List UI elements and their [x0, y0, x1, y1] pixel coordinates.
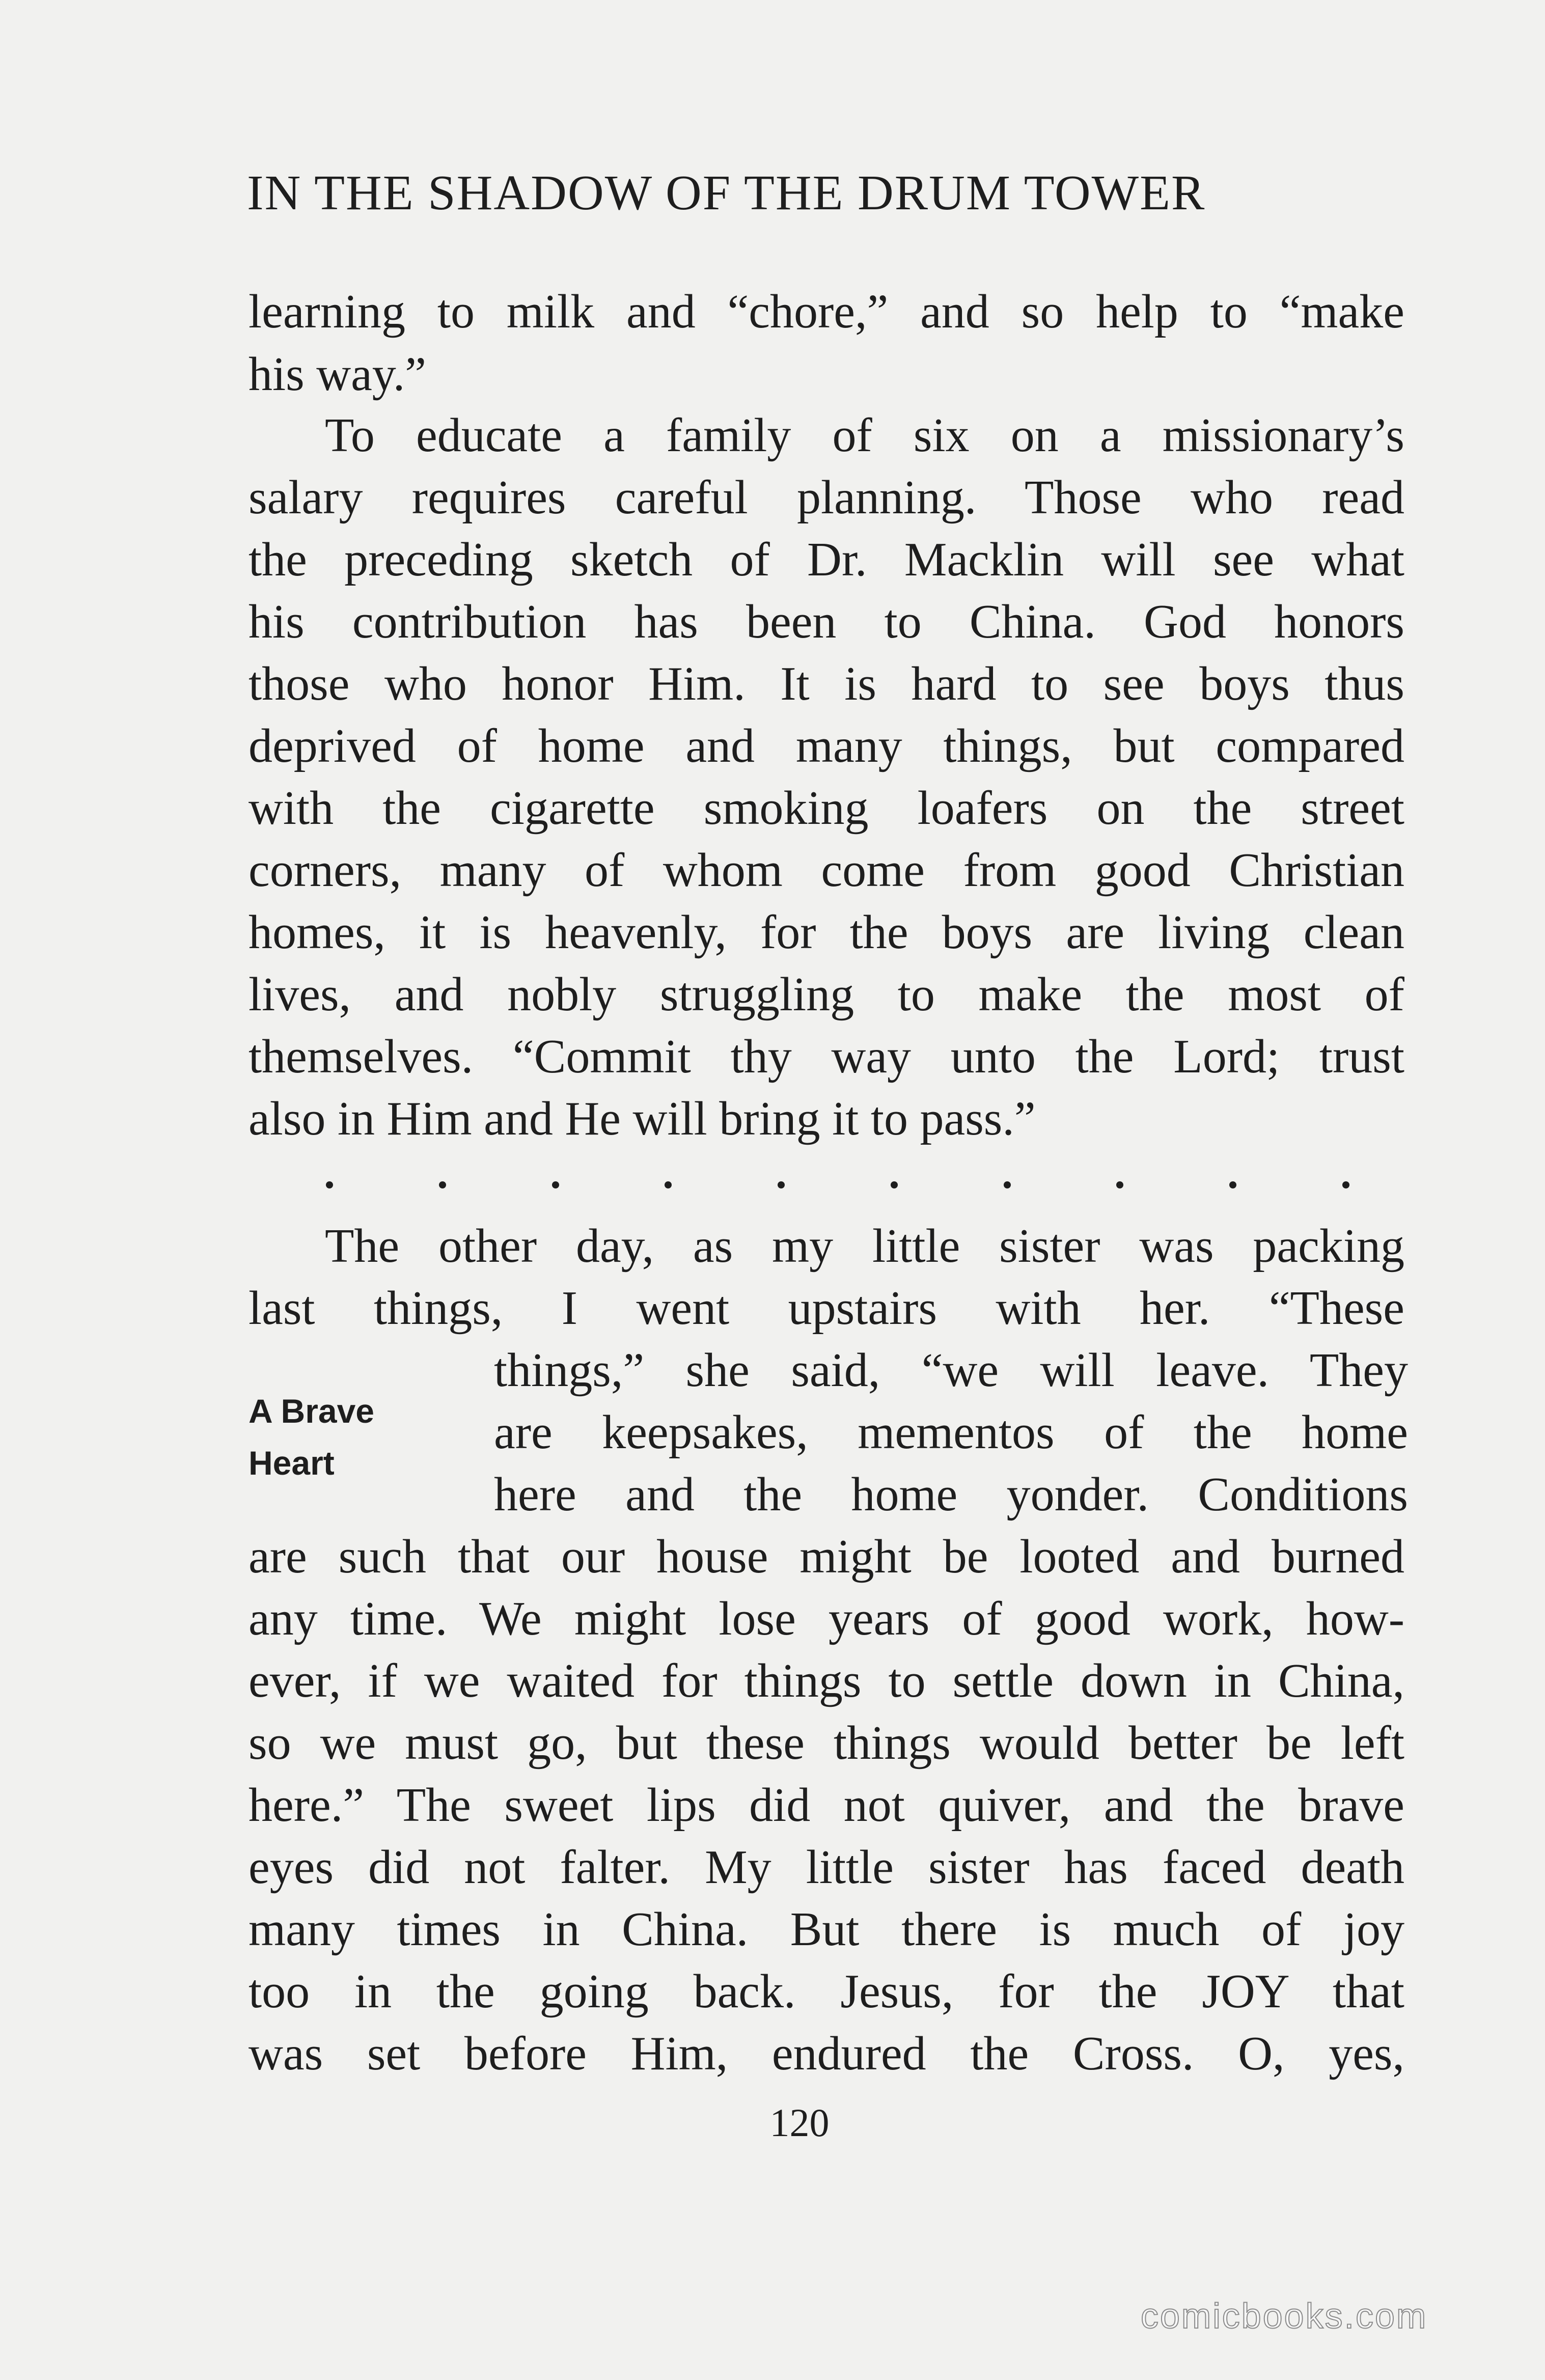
text-line: learning to milk and “chore,” and so help to “make — [249, 285, 1404, 338]
section-break-dot — [891, 1181, 898, 1188]
text-line: many times in China. But there is much of joy — [249, 1903, 1404, 1956]
text-line: with the cigarette smoking loafers on the street — [249, 782, 1404, 835]
section-break-dot — [552, 1181, 559, 1188]
text-line: corners, many of whom come from good Christian — [249, 844, 1404, 897]
section-break-dot — [665, 1181, 672, 1188]
side-heading — [249, 1385, 374, 1489]
text-line: the preceding sketch of Dr. Macklin will see what — [249, 533, 1404, 586]
side-heading-line: Heart — [249, 1444, 335, 1482]
text-line: themselves. “Commit thy way unto the Lord; trust — [249, 1030, 1404, 1083]
text-line: are such that our house might be looted and burned — [249, 1530, 1404, 1583]
side-heading-line: A Brave — [249, 1392, 375, 1430]
text-line: last things, I went upstairs with her. “These — [249, 1282, 1404, 1335]
text-line: so we must go, but these things would better be left — [249, 1717, 1404, 1769]
watermark: comicbooks.com — [1141, 2296, 1428, 2336]
section-break-dot — [1004, 1181, 1011, 1188]
text-line: here and the home yonder. Conditions — [494, 1468, 1408, 1521]
text-line: too in the going back. Jesus, for the JOY that — [249, 1965, 1404, 2018]
section-break — [326, 1181, 1349, 1188]
text-line: his contribution has been to China. God honors — [249, 595, 1404, 648]
text-line: those who honor Him. It is hard to see boys thus — [249, 657, 1404, 710]
section-break-dot — [778, 1181, 785, 1188]
text-line: deprived of home and many things, but compared — [249, 719, 1404, 772]
page-number: 120 — [769, 2100, 830, 2145]
text-line: homes, it is heavenly, for the boys are living clean — [249, 906, 1404, 959]
text-line: was set before Him, endured the Cross. O, yes, — [249, 2027, 1404, 2080]
text-line: his way.” — [249, 348, 426, 401]
section-break-dot — [326, 1181, 333, 1188]
text-line: To educate a family of six on a missionary’s — [325, 409, 1404, 462]
section-break-dot — [1229, 1181, 1236, 1188]
text-line: any time. We might lose years of good work, how- — [249, 1592, 1404, 1645]
text-line: salary requires careful planning. Those who read — [249, 471, 1404, 524]
text-line: also in Him and He will bring it to pass.” — [249, 1092, 1036, 1145]
text-line: eyes did not falter. My little sister has faced death — [249, 1841, 1404, 1894]
section-break-dot — [1116, 1181, 1123, 1188]
text-line: ever, if we waited for things to settle down in China, — [249, 1654, 1404, 1707]
section-break-dot — [439, 1181, 446, 1188]
text-line: things,” she said, “we will leave. They — [494, 1344, 1408, 1397]
text-line: The other day, as my little sister was packing — [325, 1220, 1404, 1272]
text-line: are keepsakes, mementos of the home — [494, 1406, 1408, 1459]
section-break-dot — [1342, 1181, 1349, 1188]
text-line: here.” The sweet lips did not quiver, and the brave — [249, 1779, 1404, 1832]
text-line: lives, and nobly struggling to make the most of — [249, 968, 1404, 1021]
running-head: IN THE SHADOW OF THE DRUM TOWER — [247, 165, 1206, 220]
